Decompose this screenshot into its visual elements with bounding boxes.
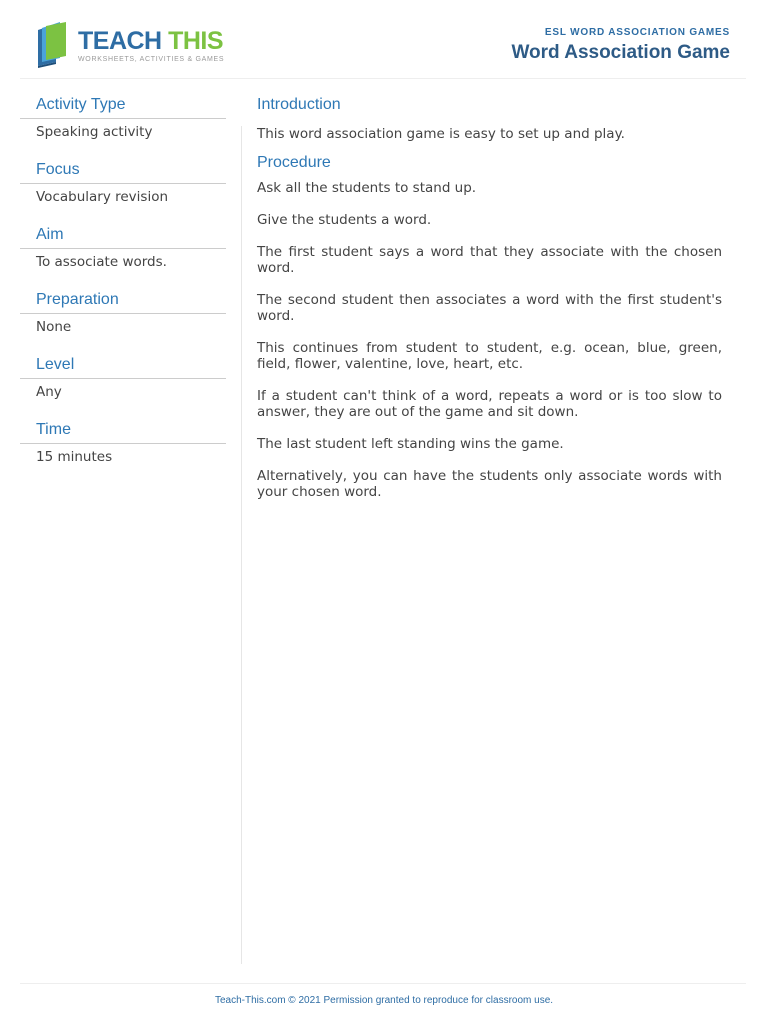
procedure-heading: Procedure bbox=[257, 154, 331, 171]
procedure-step: Give the students a word. bbox=[257, 212, 432, 228]
footer-divider bbox=[20, 983, 746, 984]
procedure-step: The first student says a word that they associate with the chosen word. bbox=[257, 244, 722, 276]
sidebar-value: To associate words. bbox=[36, 254, 167, 270]
sidebar-section-time bbox=[20, 417, 226, 468]
introduction-text: This word association game is easy to set up and play. bbox=[257, 126, 625, 142]
teach-this-logo[interactable] bbox=[36, 22, 236, 70]
procedure-step: Alternatively, you can have the students only associate words with your chosen word. bbox=[257, 468, 722, 500]
logo-tagline: WORKSHEETS, ACTIVITIES & GAMES bbox=[78, 56, 225, 63]
sidebar-heading: Aim bbox=[20, 222, 226, 249]
procedure-step: Ask all the students to stand up. bbox=[257, 180, 477, 196]
sidebar-heading: Focus bbox=[20, 157, 226, 184]
procedure-step: This continues from student to student, e.g. ocean, blue, green, field, flower, valentine, love, heart, etc. bbox=[257, 340, 722, 372]
procedure-step: The last student left standing wins the game. bbox=[257, 436, 564, 452]
sidebar-heading: Preparation bbox=[20, 287, 226, 314]
logo-wordmark: TEACH THIS bbox=[78, 27, 224, 55]
sidebar-value: None bbox=[36, 319, 72, 335]
main-content bbox=[257, 92, 722, 516]
sidebar-section-aim bbox=[20, 222, 226, 273]
sidebar-heading: Time bbox=[20, 417, 226, 444]
sidebar bbox=[20, 92, 226, 482]
sidebar-section-focus bbox=[20, 157, 226, 208]
sidebar-value: Speaking activity bbox=[36, 124, 153, 140]
procedure-step: If a student can't think of a word, repeats a word or is too slow to answer, they are out of the game and sit down. bbox=[257, 388, 722, 420]
series-label: ESL WORD ASSOCIATION GAMES bbox=[544, 27, 730, 38]
sidebar-value: Any bbox=[36, 384, 62, 400]
page-header bbox=[0, 0, 768, 80]
sidebar-heading: Activity Type bbox=[20, 92, 226, 119]
sidebar-value: 15 minutes bbox=[36, 449, 113, 465]
header-divider bbox=[20, 78, 746, 79]
introduction-heading: Introduction bbox=[257, 96, 341, 113]
page-title: Word Association Game bbox=[511, 42, 730, 63]
footer-copyright: Teach-This.com © 2021 Permission granted to reproduce for classroom use. bbox=[214, 995, 554, 1006]
sidebar-section-activity-type bbox=[20, 92, 226, 143]
column-divider bbox=[241, 126, 242, 964]
sidebar-heading: Level bbox=[20, 352, 226, 379]
sidebar-section-level bbox=[20, 352, 226, 403]
sidebar-section-preparation bbox=[20, 287, 226, 338]
book-icon bbox=[36, 22, 76, 68]
sidebar-value: Vocabulary revision bbox=[36, 189, 169, 205]
procedure-step: The second student then associates a word with the first student's word. bbox=[257, 292, 722, 324]
